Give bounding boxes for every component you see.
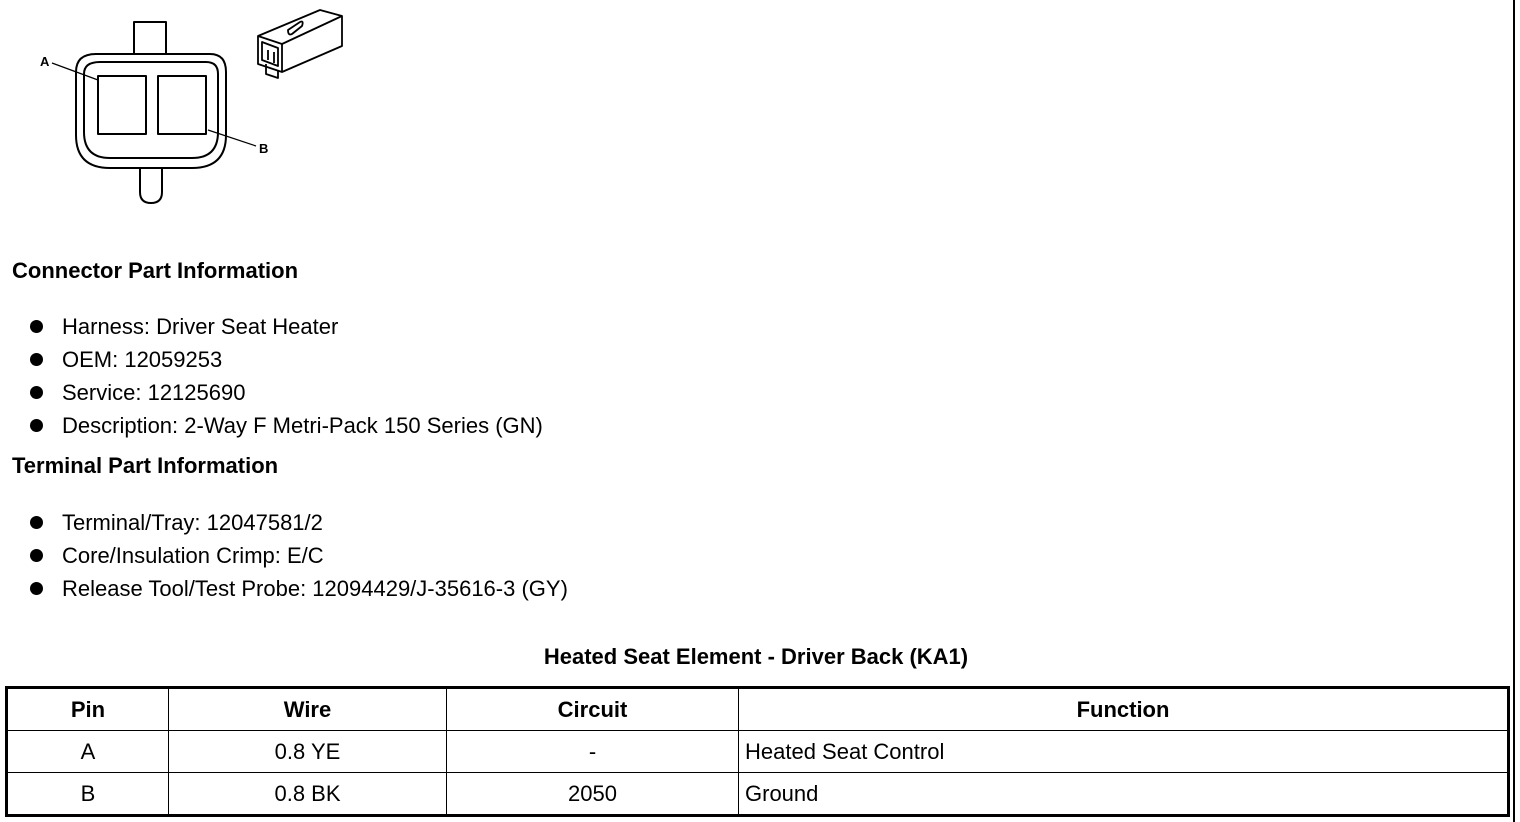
terminal-info-list (30, 506, 568, 605)
bullet-icon (30, 582, 43, 595)
list-item-text: Core/Insulation Crimp: E/C (62, 543, 324, 568)
bullet-icon (30, 516, 43, 529)
list-item-text: OEM: 12059253 (62, 347, 223, 372)
list-item (30, 506, 568, 539)
list-item (30, 539, 568, 572)
bullet-icon (30, 549, 43, 562)
list-item-text: Release Tool/Test Probe: 12094429/J-35616-3 (GY) (62, 576, 568, 601)
cell-function: Heated Seat Control (739, 731, 1509, 773)
list-item (30, 409, 543, 442)
cell-circuit: - (447, 731, 739, 773)
terminal-info-heading: Terminal Part Information (12, 453, 279, 478)
cell-circuit: 2050 (447, 773, 739, 816)
cell-wire: 0.8 YE (169, 731, 447, 773)
list-item-text: Terminal/Tray: 12047581/2 (62, 510, 323, 535)
pin-table (5, 686, 1510, 817)
connector-isometric-icon (258, 10, 342, 78)
cell-pin: B (7, 773, 169, 816)
connector-info-list (30, 310, 543, 442)
list-item-text: Service: 12125690 (62, 380, 246, 405)
list-item (30, 310, 543, 343)
column-header-function: Function (739, 688, 1509, 731)
pin-a-callout: A (40, 54, 50, 69)
column-header-wire: Wire (169, 688, 447, 731)
page-border-right (1513, 0, 1515, 822)
pin-b-callout: B (259, 141, 269, 156)
table-header-row (7, 688, 1509, 731)
cell-function: Ground (739, 773, 1509, 816)
column-header-pin: Pin (7, 688, 169, 731)
table-caption: Heated Seat Element - Driver Back (KA1) (543, 644, 969, 669)
connector-info-heading: Connector Part Information (12, 258, 299, 283)
cell-pin: A (7, 731, 169, 773)
list-item (30, 343, 543, 376)
cell-wire: 0.8 BK (169, 773, 447, 816)
column-header-circuit: Circuit (447, 688, 739, 731)
list-item-text: Description: 2-Way F Metri-Pack 150 Series (GN) (62, 413, 543, 438)
bullet-icon (30, 353, 43, 366)
bullet-icon (30, 386, 43, 399)
table-row (7, 731, 1509, 773)
list-item (30, 376, 543, 409)
connector-diagram (0, 0, 380, 215)
list-item (30, 572, 568, 605)
table-row (7, 773, 1509, 816)
bullet-icon (30, 320, 43, 333)
bullet-icon (30, 419, 43, 432)
list-item-text: Harness: Driver Seat Heater (62, 314, 339, 339)
